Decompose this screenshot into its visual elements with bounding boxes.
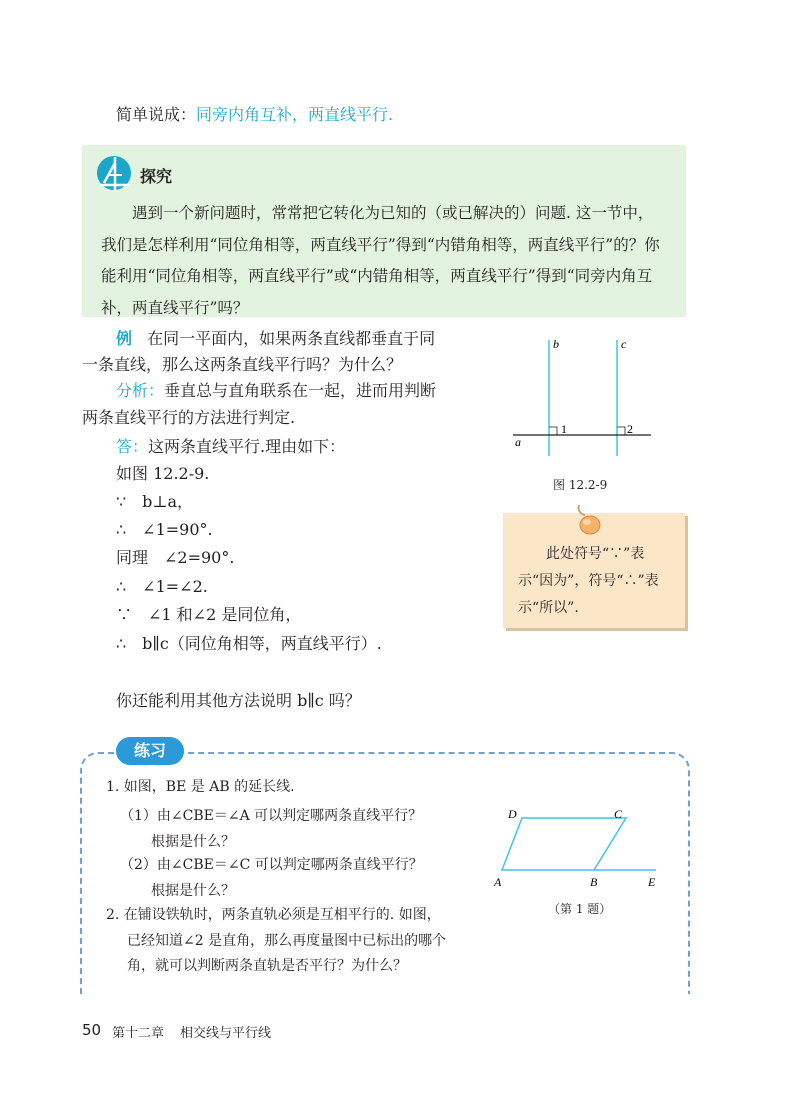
proof-line: ∵ ∠1 和∠2 是同位角，	[116, 605, 302, 624]
question-2-line-3: 角，就可以判断两条直轨是否平行？为什么？	[127, 958, 407, 974]
example-text-1: 在同一平面内，如果两条直线都垂直于同	[147, 329, 436, 348]
summary-line	[116, 104, 393, 126]
explore-icon	[96, 155, 136, 199]
label-a2: A	[494, 875, 502, 889]
question-1: 1. 如图，BE 是 AB 的延长线.	[106, 779, 295, 795]
question-1-part-2: （2）由∠CBE＝∠C 可以判定哪两条直线平行？	[120, 857, 423, 873]
proof-line: 同理 ∠2=90°.	[116, 548, 235, 567]
chapter-title: 相交线与平行线	[180, 1026, 272, 1041]
analysis-text-2: 两条直线平行的方法进行判定.	[82, 408, 296, 427]
answer-text: 这两条直线平行.理由如下：	[148, 437, 346, 456]
note-text: 此处符号“∵”表示“因为”，符号“∴”表示“所以”.	[518, 546, 659, 616]
label-c: c	[621, 337, 627, 351]
answer-label: 答：	[116, 437, 149, 456]
proof-line: 如图 12.2-9.	[116, 464, 210, 483]
analysis-label: 分析：	[116, 381, 165, 400]
example-label: 例	[116, 329, 133, 348]
label-b: b	[553, 337, 559, 351]
question-2-line-2: 已经知道∠2 是直角，那么再度量图中已标出的哪个	[127, 933, 447, 949]
example-line-1	[116, 328, 435, 350]
summary-highlight: 同旁内角互补，两直线平行.	[196, 105, 394, 124]
summary-prefix: 简单说成：	[116, 105, 197, 124]
explore-body: 遇到一个新问题时，常常把它转化为已知的（或已解决的）问题. 这一节中，我们是怎样利用“同位角相等，两直线平行”得到“内错角相等，两直线平行”的？你能利用“同位角相等，两直线平行”或“内错角相等，两直线平行”得到“同旁内角互补，两直线平行”吗？	[101, 204, 660, 317]
right-angle-2	[617, 427, 625, 435]
label-c2: C	[614, 807, 623, 821]
proof-line: ∴ b∥c（同位角相等，两直线平行）.	[116, 634, 382, 653]
label-a: a	[515, 435, 521, 449]
proof-line: ∴ ∠1=∠2.	[116, 577, 208, 596]
question-1-part-1: （1）由∠CBE＝∠A 可以判定哪两条直线平行？	[120, 808, 423, 824]
proof-line: ∴ ∠1=90°.	[116, 520, 213, 539]
proof-line: ∵ b⊥a，	[116, 492, 194, 511]
pushpin-icon	[575, 503, 603, 541]
question-1-part-2-b: 根据是什么？	[151, 883, 235, 899]
label-2: 2	[627, 422, 633, 436]
practice-title: 练习	[116, 737, 184, 765]
followup-question: 你还能利用其他方法说明 b∥c 吗？	[116, 691, 361, 710]
figure-1-caption: 图 12.2-9	[553, 478, 608, 492]
label-b2: B	[590, 875, 598, 889]
question-2-line-1: 2. 在铺设铁轨时，两条直轨必须是互相平行的. 如图，	[106, 907, 441, 923]
figure-2-caption: （第 1 题）	[548, 902, 612, 916]
right-angle-1	[549, 427, 557, 435]
label-d: D	[508, 807, 517, 821]
chapter-label: 第十二章	[112, 1026, 165, 1041]
figure-12-2-9	[505, 332, 655, 462]
page-number: 50	[82, 1021, 102, 1039]
label-1: 1	[561, 422, 567, 436]
label-e: E	[648, 875, 656, 889]
analysis-line-1	[116, 380, 436, 402]
figure-question-1	[490, 800, 670, 900]
analysis-text-1: 垂直总与直角联系在一起，进而用判断	[164, 381, 437, 400]
parallelogram	[502, 818, 626, 870]
question-1-part-1-b: 根据是什么？	[151, 834, 235, 850]
answer-line	[116, 436, 345, 458]
explore-title: 探究	[140, 167, 173, 186]
example-text-2: 一条直线，那么这两条直线平行吗？为什么？	[82, 355, 403, 374]
